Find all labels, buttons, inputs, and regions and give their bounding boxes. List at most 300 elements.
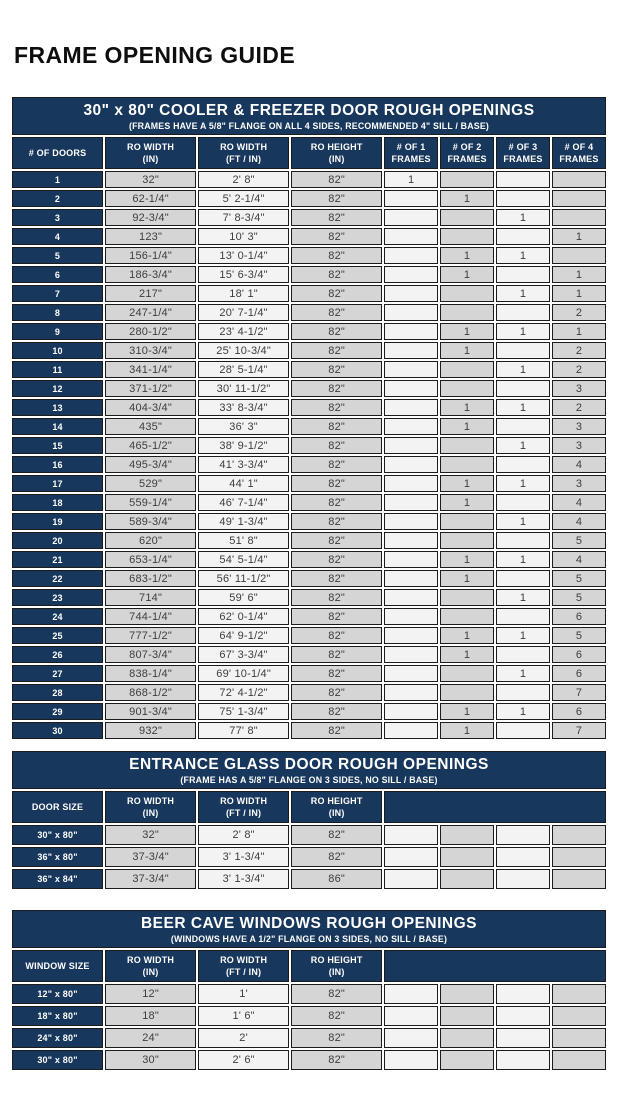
cell: 1 [384, 171, 438, 188]
cell: 82" [291, 342, 382, 359]
cell: 82" [291, 684, 382, 701]
table-row [12, 684, 606, 701]
cell: 6 [552, 703, 606, 720]
cell: 51' 8" [198, 532, 289, 549]
table-row [12, 1006, 606, 1026]
cell: 3 [552, 475, 606, 492]
row-header: 7 [12, 285, 103, 302]
table-row [12, 646, 606, 663]
cell [384, 532, 438, 549]
table-title: BEER CAVE WINDOWS ROUGH OPENINGS [140, 915, 478, 933]
cell: 82" [291, 285, 382, 302]
cell: 82" [291, 1050, 382, 1070]
cell: 1 [552, 228, 606, 245]
cell [552, 247, 606, 264]
row-header: 36" x 84" [12, 869, 103, 889]
column-header-line: # OF DOORS [28, 147, 87, 158]
row-header: 30 [12, 722, 103, 739]
cell [552, 984, 606, 1004]
column-header-line: DOOR SIZE [31, 801, 84, 812]
cell: 25' 10-3/4" [198, 342, 289, 359]
row-header: 2 [12, 190, 103, 207]
cell: 1 [496, 627, 550, 644]
cell [496, 1028, 550, 1048]
column-header [105, 950, 196, 982]
cell: 838-1/4" [105, 665, 196, 682]
table-row [12, 323, 606, 340]
table-row [12, 494, 606, 511]
cell: 49' 1-3/4" [198, 513, 289, 530]
cell: 64' 9-1/2" [198, 627, 289, 644]
row-header: 29 [12, 703, 103, 720]
cell: 1 [496, 589, 550, 606]
cell [440, 684, 494, 701]
tables-container [10, 95, 609, 1072]
cell: 1 [440, 342, 494, 359]
cell: 82" [291, 665, 382, 682]
cell [496, 456, 550, 473]
cell: 92-3/4" [105, 209, 196, 226]
cell [440, 665, 494, 682]
beer-cave-windows-rough-openings-table [10, 908, 608, 1072]
cell: 3 [552, 418, 606, 435]
column-header-line: RO WIDTH [127, 795, 175, 806]
table-title: 30" x 80" COOLER & FREEZER DOOR ROUGH OPENINGS [83, 102, 535, 119]
cell: 72' 4-1/2" [198, 684, 289, 701]
cell [496, 825, 550, 845]
cell: 1 [552, 285, 606, 302]
cell: 75' 1-3/4" [198, 703, 289, 720]
cell: 529" [105, 475, 196, 492]
cell: 1 [440, 627, 494, 644]
column-header-line: RO WIDTH [127, 955, 175, 965]
cell: 82" [291, 589, 382, 606]
table-row [12, 342, 606, 359]
cell: 44' 1" [198, 475, 289, 492]
column-header-line: WINDOW SIZE [25, 961, 90, 972]
column-header-row [12, 950, 606, 982]
cell: 5 [552, 570, 606, 587]
cell: 1 [496, 361, 550, 378]
cell [440, 608, 494, 625]
cell: 4 [552, 551, 606, 568]
table-row [12, 869, 606, 889]
table-title-bar [12, 751, 606, 789]
cell: 1 [440, 494, 494, 511]
table-subtitle: (FRAMES HAVE A 5/8" FLANGE ON ALL 4 SIDES, RECOMMENDED 4" SILL / BASE) [128, 120, 490, 131]
cell: 4 [552, 456, 606, 473]
cell [440, 437, 494, 454]
cell: 82" [291, 608, 382, 625]
cell [384, 984, 438, 1004]
table-title-bar [12, 97, 606, 135]
cell [440, 209, 494, 226]
cell: 82" [291, 209, 382, 226]
table-title: ENTRANCE GLASS DOOR ROUGH OPENINGS [129, 756, 489, 774]
row-header: 18" x 80" [12, 1006, 103, 1026]
cell: 28' 5-1/4" [198, 361, 289, 378]
cell: 82" [291, 228, 382, 245]
table-row [12, 847, 606, 867]
cell [552, 1050, 606, 1070]
cell [496, 304, 550, 321]
column-header-line: RO WIDTH [220, 955, 268, 965]
cell: 1 [496, 475, 550, 492]
cell [384, 380, 438, 397]
blank-header [384, 791, 606, 823]
column-header [198, 137, 289, 169]
cell: 310-3/4" [105, 342, 196, 359]
cell: 33' 8-3/4" [198, 399, 289, 416]
cell: 82" [291, 190, 382, 207]
cell: 82" [291, 570, 382, 587]
table-row [12, 190, 606, 207]
cell [384, 1028, 438, 1048]
table-row [12, 984, 606, 1004]
cell: 82" [291, 847, 382, 867]
column-header [291, 950, 382, 982]
cell: 82" [291, 266, 382, 283]
cell [440, 304, 494, 321]
cell: 2 [552, 361, 606, 378]
cell [384, 342, 438, 359]
cell: 82" [291, 703, 382, 720]
table-row [12, 228, 606, 245]
row-header: 30" x 80" [12, 825, 103, 845]
row-header: 14 [12, 418, 103, 435]
table-row [12, 209, 606, 226]
row-header: 24" x 80" [12, 1028, 103, 1048]
cell [496, 342, 550, 359]
table-row [12, 1050, 606, 1070]
cell: 1 [496, 247, 550, 264]
cell [384, 418, 438, 435]
cell: 1 [440, 703, 494, 720]
column-header [105, 137, 196, 169]
cell [440, 513, 494, 530]
table-row [12, 513, 606, 530]
table-row [12, 456, 606, 473]
cell: 30" [105, 1050, 196, 1070]
row-header: 1 [12, 171, 103, 188]
cell: 82" [291, 171, 382, 188]
cell: 807-3/4" [105, 646, 196, 663]
cell [384, 494, 438, 511]
cell: 82" [291, 532, 382, 549]
cell: 37-3/4" [105, 869, 196, 889]
column-header-line: # OF 3 [508, 141, 538, 152]
row-header: 36" x 80" [12, 847, 103, 867]
cell: 13' 0-1/4" [198, 247, 289, 264]
table-row [12, 551, 606, 568]
cell [496, 984, 550, 1004]
cell [440, 1006, 494, 1026]
column-header [12, 950, 103, 982]
cell [552, 209, 606, 226]
table-row [12, 825, 606, 845]
table-title-bar [12, 910, 606, 948]
cell: 82" [291, 399, 382, 416]
column-header-line: # OF 2 [452, 141, 482, 152]
column-header [105, 791, 196, 823]
cell [552, 869, 606, 889]
cell [384, 825, 438, 845]
cell: 2' [198, 1028, 289, 1048]
cell: 36' 3" [198, 418, 289, 435]
row-header: 23 [12, 589, 103, 606]
cell: 82" [291, 380, 382, 397]
table-row [12, 247, 606, 264]
cell: 3' 1-3/4" [198, 847, 289, 867]
cell: 620" [105, 532, 196, 549]
cell: 123" [105, 228, 196, 245]
table-row [12, 418, 606, 435]
cell [440, 589, 494, 606]
cell: 1 [496, 209, 550, 226]
row-header: 10 [12, 342, 103, 359]
table-row [12, 1028, 606, 1048]
column-header [198, 950, 289, 982]
column-header [291, 137, 382, 169]
column-header [552, 137, 606, 169]
cell [384, 589, 438, 606]
cell: 12" [105, 984, 196, 1004]
row-header: 8 [12, 304, 103, 321]
cell [384, 608, 438, 625]
cell: 1 [440, 418, 494, 435]
cell: 1 [496, 285, 550, 302]
cell [440, 171, 494, 188]
row-header: 9 [12, 323, 103, 340]
column-header [12, 791, 103, 823]
cell [384, 703, 438, 720]
cell [440, 285, 494, 302]
cell: 82" [291, 247, 382, 264]
cell [552, 1006, 606, 1026]
cell [384, 361, 438, 378]
column-header-line: RO HEIGHT [310, 795, 363, 806]
cell: 435" [105, 418, 196, 435]
row-header: 20 [12, 532, 103, 549]
cell: 683-1/2" [105, 570, 196, 587]
cell: 5' 2-1/4" [198, 190, 289, 207]
cell [384, 475, 438, 492]
cell: 744-1/4" [105, 608, 196, 625]
row-header: 30" x 80" [12, 1050, 103, 1070]
row-header: 25 [12, 627, 103, 644]
cell [440, 984, 494, 1004]
cell [496, 190, 550, 207]
cell: 404-3/4" [105, 399, 196, 416]
cell: 280-1/2" [105, 323, 196, 340]
cell [552, 825, 606, 845]
column-header [496, 137, 550, 169]
table-row [12, 285, 606, 302]
cell: 1 [496, 513, 550, 530]
cell: 32" [105, 825, 196, 845]
row-header: 15 [12, 437, 103, 454]
cell: 901-3/4" [105, 703, 196, 720]
cell: 24" [105, 1028, 196, 1048]
cell: 23' 4-1/2" [198, 323, 289, 340]
cell: 1' 6" [198, 1006, 289, 1026]
cell: 1 [552, 266, 606, 283]
cell: 10' 3" [198, 228, 289, 245]
cell: 82" [291, 418, 382, 435]
column-header-line: RO HEIGHT [310, 141, 363, 152]
cell: 1 [440, 399, 494, 416]
cell: 56' 11-1/2" [198, 570, 289, 587]
cell: 2 [552, 304, 606, 321]
column-header-line: (IN) [142, 153, 159, 164]
row-header: 18 [12, 494, 103, 511]
column-header [198, 791, 289, 823]
cell: 82" [291, 1006, 382, 1026]
table-row [12, 304, 606, 321]
cell: 62-1/4" [105, 190, 196, 207]
table-row [12, 380, 606, 397]
cell [384, 285, 438, 302]
cell: 82" [291, 627, 382, 644]
cell [440, 456, 494, 473]
cell [384, 627, 438, 644]
cell [496, 722, 550, 739]
cell: 156-1/4" [105, 247, 196, 264]
cell [440, 380, 494, 397]
row-header: 28 [12, 684, 103, 701]
cell [496, 1050, 550, 1070]
cell: 559-1/4" [105, 494, 196, 511]
cell [384, 456, 438, 473]
column-header-line: FRAMES [447, 153, 487, 164]
cell: 3' 1-3/4" [198, 869, 289, 889]
row-header: 12 [12, 380, 103, 397]
cell [384, 399, 438, 416]
column-header-line: (IN) [328, 808, 345, 819]
cell: 371-1/2" [105, 380, 196, 397]
cell: 2' 8" [198, 171, 289, 188]
page-title: FRAME OPENING GUIDE [14, 42, 296, 68]
cell: 18' 1" [198, 285, 289, 302]
cell: 1 [440, 247, 494, 264]
cell: 82" [291, 494, 382, 511]
cell: 6 [552, 608, 606, 625]
cell: 82" [291, 984, 382, 1004]
cell [496, 418, 550, 435]
cell: 1 [440, 570, 494, 587]
cell: 82" [291, 304, 382, 321]
cell: 37-3/4" [105, 847, 196, 867]
row-header: 5 [12, 247, 103, 264]
row-header: 3 [12, 209, 103, 226]
cell [496, 646, 550, 663]
cell: 1 [552, 323, 606, 340]
cell: 18" [105, 1006, 196, 1026]
column-header-line: (IN) [142, 808, 159, 819]
cell [496, 1006, 550, 1026]
entrance-glass-door-rough-openings-table [10, 749, 608, 891]
cell [384, 266, 438, 283]
row-header: 19 [12, 513, 103, 530]
table-row [12, 722, 606, 739]
column-header-line: FRAMES [503, 153, 543, 164]
cell: 2' 8" [198, 825, 289, 845]
cell: 82" [291, 722, 382, 739]
cell [384, 646, 438, 663]
table-title-row [12, 97, 606, 135]
column-header-line: (IN) [142, 967, 159, 978]
cell [384, 323, 438, 340]
cell: 714" [105, 589, 196, 606]
cell [384, 551, 438, 568]
cell: 15' 6-3/4" [198, 266, 289, 283]
cell: 77' 8" [198, 722, 289, 739]
row-header: 16 [12, 456, 103, 473]
cell [496, 570, 550, 587]
cell: 4 [552, 494, 606, 511]
cell: 82" [291, 361, 382, 378]
table-row [12, 437, 606, 454]
cell [384, 722, 438, 739]
cell: 54' 5-1/4" [198, 551, 289, 568]
row-header: 11 [12, 361, 103, 378]
cell: 20' 7-1/4" [198, 304, 289, 321]
table-title-row [12, 910, 606, 948]
row-header: 22 [12, 570, 103, 587]
cell: 6 [552, 646, 606, 663]
cell: 3 [552, 380, 606, 397]
cell: 868-1/2" [105, 684, 196, 701]
table-subtitle: (FRAME HAS A 5/8" FLANGE ON 3 SIDES, NO SILL / BASE) [180, 774, 438, 785]
cell [384, 1050, 438, 1070]
cell: 1 [440, 266, 494, 283]
column-header [384, 137, 438, 169]
column-header-line: RO WIDTH [220, 795, 268, 806]
cell: 5 [552, 589, 606, 606]
cell: 1 [440, 551, 494, 568]
cell: 1 [496, 437, 550, 454]
cell [496, 608, 550, 625]
row-header: 17 [12, 475, 103, 492]
cell [384, 513, 438, 530]
cell: 5 [552, 532, 606, 549]
column-header-line: # OF 4 [564, 141, 594, 152]
row-header: 21 [12, 551, 103, 568]
column-header-line: (FT / IN) [225, 967, 262, 978]
cell [384, 1006, 438, 1026]
column-header-line: (IN) [328, 967, 345, 978]
row-header: 24 [12, 608, 103, 625]
cell: 589-3/4" [105, 513, 196, 530]
cell: 46' 7-1/4" [198, 494, 289, 511]
cell: 7' 8-3/4" [198, 209, 289, 226]
cell: 62' 0-1/4" [198, 608, 289, 625]
cell: 653-1/4" [105, 551, 196, 568]
cell [496, 380, 550, 397]
cooler-freezer-door-rough-openings-table [10, 95, 608, 741]
cell: 1 [440, 722, 494, 739]
cell [552, 171, 606, 188]
cell: 1 [440, 475, 494, 492]
cell [552, 847, 606, 867]
cell: 2' 6" [198, 1050, 289, 1070]
document-page [0, 42, 619, 1072]
cell: 82" [291, 323, 382, 340]
cell: 777-1/2" [105, 627, 196, 644]
cell [552, 1028, 606, 1048]
table-row [12, 266, 606, 283]
cell: 82" [291, 475, 382, 492]
